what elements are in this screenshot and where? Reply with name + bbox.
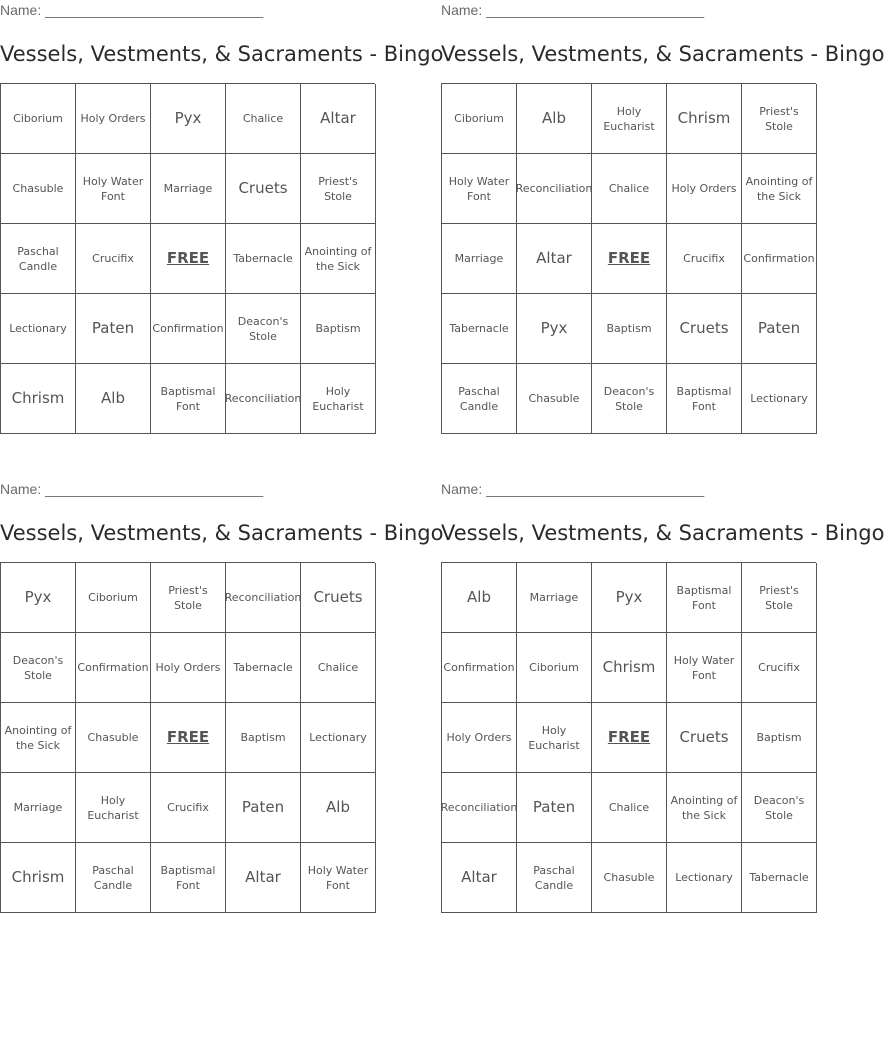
bingo-cell: Chrism [1,364,76,434]
card-title: Vessels, Vestments, & Sacraments - Bingo [0,521,444,545]
bingo-cell: Baptism [592,294,667,364]
bingo-cell: Paten [226,773,301,843]
bingo-cell: Reconciliation [517,154,592,224]
bingo-cell: Reconciliation [226,364,301,434]
bingo-cell: Anointing of the Sick [742,154,817,224]
name-field: Name: ____________________________ [0,481,264,497]
bingo-cell: Altar [226,843,301,913]
bingo-cell: Paten [742,294,817,364]
bingo-cell: Holy Orders [151,633,226,703]
bingo-cell: Ciborium [1,84,76,154]
bingo-cell: Deacon's Stole [592,364,667,434]
bingo-cell: Holy Water Font [301,843,376,913]
bingo-cell: Anointing of the Sick [301,224,376,294]
bingo-cell: Cruets [226,154,301,224]
bingo-cell: Lectionary [1,294,76,364]
bingo-cell: Baptism [742,703,817,773]
bingo-cell: Confirmation [442,633,517,703]
bingo-cell: Priest's Stole [742,563,817,633]
bingo-cell: Marriage [1,773,76,843]
bingo-cell: Anointing of the Sick [667,773,742,843]
bingo-cell: Alb [442,563,517,633]
bingo-cell: Marriage [151,154,226,224]
bingo-cell: Holy Water Font [76,154,151,224]
bingo-cell: Priest's Stole [742,84,817,154]
name-field: Name: ____________________________ [441,2,705,18]
free-space: FREE [151,703,226,773]
bingo-cell: Paschal Candle [1,224,76,294]
bingo-cell: Crucifix [742,633,817,703]
bingo-cell: Chalice [301,633,376,703]
bingo-cell: Chrism [1,843,76,913]
bingo-cell: Pyx [151,84,226,154]
free-space: FREE [592,224,667,294]
bingo-cell: Confirmation [151,294,226,364]
bingo-cell: Chrism [667,84,742,154]
bingo-cell: Ciborium [76,563,151,633]
bingo-cell: Lectionary [742,364,817,434]
bingo-grid [0,83,375,434]
name-field: Name: ____________________________ [0,2,264,18]
bingo-cell: Chalice [226,84,301,154]
bingo-cell: Paten [517,773,592,843]
bingo-cell: Ciborium [442,84,517,154]
bingo-cell: Chalice [592,154,667,224]
bingo-cell: Pyx [517,294,592,364]
bingo-cell: Altar [301,84,376,154]
bingo-cell: Tabernacle [226,224,301,294]
bingo-cell: Paschal Candle [76,843,151,913]
bingo-cell: Confirmation [76,633,151,703]
bingo-cell: Marriage [442,224,517,294]
card-title: Vessels, Vestments, & Sacraments - Bingo [0,42,444,66]
bingo-grid [441,83,816,434]
bingo-cell: Reconciliation [442,773,517,843]
bingo-cell: Marriage [517,563,592,633]
bingo-cell: Crucifix [667,224,742,294]
bingo-cell: Alb [517,84,592,154]
bingo-cell: Paschal Candle [517,843,592,913]
bingo-cell: Chrism [592,633,667,703]
bingo-cell: Lectionary [667,843,742,913]
bingo-cell: Altar [442,843,517,913]
bingo-cell: Baptism [301,294,376,364]
bingo-cell: Cruets [667,294,742,364]
bingo-grid [441,562,816,913]
bingo-cell: Priest's Stole [151,563,226,633]
bingo-grid [0,562,375,913]
bingo-cell: Anointing of the Sick [1,703,76,773]
name-field: Name: ____________________________ [441,481,705,497]
bingo-cell: Tabernacle [742,843,817,913]
bingo-cell: Cruets [667,703,742,773]
bingo-cell: Paschal Candle [442,364,517,434]
bingo-cell: Holy Water Font [667,633,742,703]
bingo-cell: Chasuble [592,843,667,913]
bingo-cell: Holy Eucharist [76,773,151,843]
bingo-cell: Confirmation [742,224,817,294]
bingo-cell: Chasuble [517,364,592,434]
bingo-cell: Pyx [592,563,667,633]
bingo-cell: Baptismal Font [151,843,226,913]
bingo-cell: Lectionary [301,703,376,773]
bingo-cell: Tabernacle [442,294,517,364]
bingo-cell: Paten [76,294,151,364]
bingo-cell: Chalice [592,773,667,843]
bingo-cell: Alb [76,364,151,434]
bingo-cell: Chasuble [76,703,151,773]
card-title: Vessels, Vestments, & Sacraments - Bingo [441,42,884,66]
bingo-cell: Pyx [1,563,76,633]
bingo-cell: Holy Eucharist [301,364,376,434]
bingo-cell: Chasuble [1,154,76,224]
bingo-cell: Baptism [226,703,301,773]
bingo-cell: Crucifix [76,224,151,294]
bingo-cell: Holy Orders [667,154,742,224]
bingo-cell: Alb [301,773,376,843]
bingo-cell: Crucifix [151,773,226,843]
bingo-cell: Holy Water Font [442,154,517,224]
bingo-cell: Deacon's Stole [1,633,76,703]
bingo-cell: Holy Eucharist [517,703,592,773]
bingo-cell: Deacon's Stole [742,773,817,843]
bingo-cell: Holy Orders [76,84,151,154]
bingo-cell: Altar [517,224,592,294]
bingo-cell: Deacon's Stole [226,294,301,364]
bingo-cell: Reconciliation [226,563,301,633]
free-space: FREE [592,703,667,773]
bingo-cell: Holy Eucharist [592,84,667,154]
card-title: Vessels, Vestments, & Sacraments - Bingo [441,521,884,545]
bingo-cell: Baptismal Font [667,563,742,633]
bingo-cell: Baptismal Font [151,364,226,434]
bingo-cell: Cruets [301,563,376,633]
bingo-cell: Ciborium [517,633,592,703]
free-space: FREE [151,224,226,294]
bingo-cell: Tabernacle [226,633,301,703]
bingo-cell: Priest's Stole [301,154,376,224]
bingo-cell: Baptismal Font [667,364,742,434]
bingo-cell: Holy Orders [442,703,517,773]
